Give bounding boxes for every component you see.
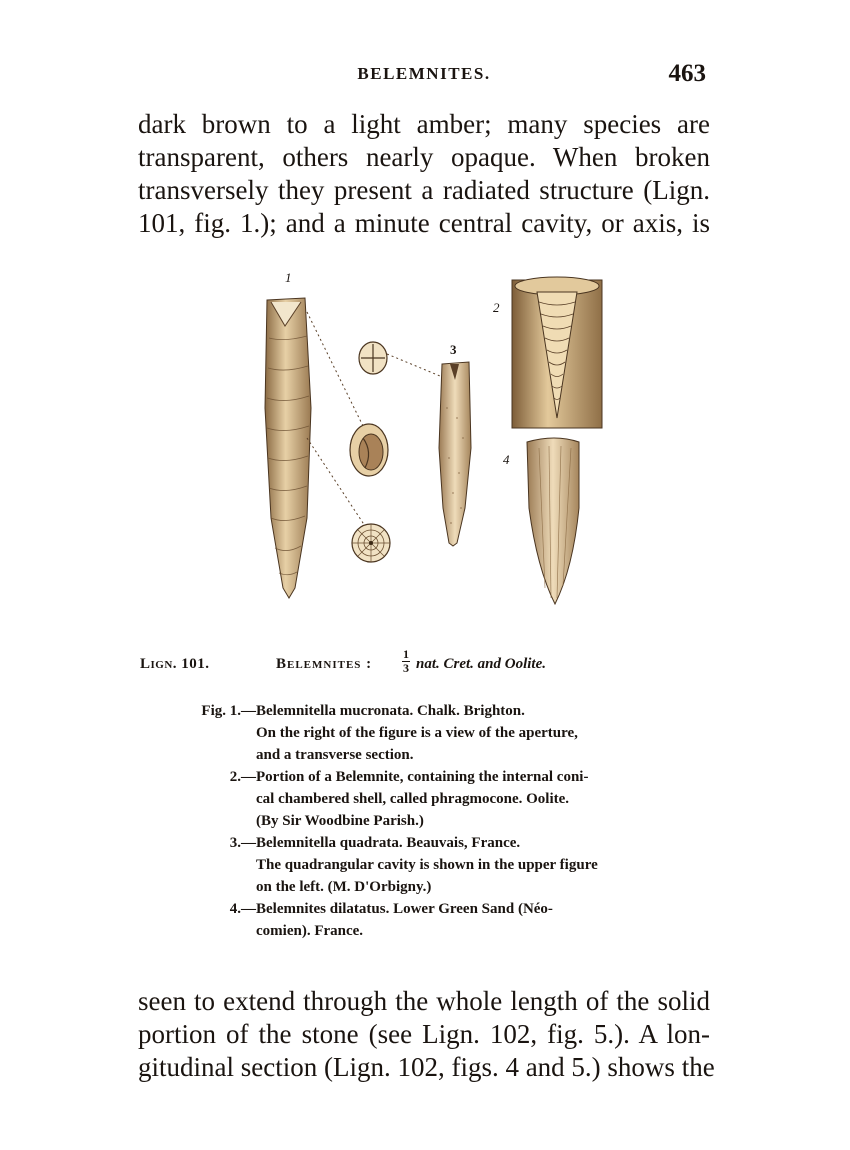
running-title: BELEMNITES. xyxy=(357,64,491,83)
figure-label-3: 3 xyxy=(450,342,457,357)
text-line: 101, fig. 1.); and a minute central cavity, or axis, is xyxy=(138,208,710,238)
text-line: transparent, others nearly opaque. When broken xyxy=(138,142,710,172)
legend-number: Fig. 1.— xyxy=(201,703,256,719)
bottom-paragraph xyxy=(138,985,715,1084)
text-line: transversely they present a radiated structure (Lign. xyxy=(138,175,710,205)
belemnite-fig-4 xyxy=(527,438,579,604)
legend-line: Belemnitella quadrata. Beauvais, France. xyxy=(256,835,521,851)
legend-number: 4.— xyxy=(229,901,256,917)
figure-label-1: 1 xyxy=(285,270,292,285)
legend-line: Portion of a Belemnite, containing the internal coni- xyxy=(256,769,589,785)
fraction-denominator: 3 xyxy=(403,661,409,675)
text-line: dark brown to a light amber; many species are xyxy=(138,109,710,139)
legend-line: cal chambered shell, called phragmocone. Oolite. xyxy=(256,791,570,807)
caption-belemnites: Belemnites : xyxy=(276,656,373,672)
text-line: portion of the stone (see Lign. 102, fig. 5.). A lon- xyxy=(138,1019,710,1049)
legend-entry-2 xyxy=(190,766,665,832)
legend-line: (By Sir Woodbine Parish.) xyxy=(256,813,424,829)
legend-entry-1 xyxy=(190,700,665,766)
legend-number: 2.— xyxy=(229,769,256,785)
text-line: seen to extend through the whole length of the solid xyxy=(138,986,710,1016)
legend-line: Belemnites dilatatus. Lower Green Sand (Néo- xyxy=(256,901,553,917)
caption-lign: Lign. 101. xyxy=(140,656,210,672)
transverse-section-top xyxy=(359,342,387,374)
legend-line: on the left. (M. D'Orbigny.) xyxy=(256,879,432,895)
figure-legend xyxy=(190,700,665,942)
figure-label-4: 4 xyxy=(503,452,510,467)
legend-line: The quadrangular cavity is shown in the upper figure xyxy=(256,857,598,873)
belemnite-fig-1 xyxy=(265,298,311,598)
belemnite-illustration xyxy=(245,268,605,616)
top-paragraph xyxy=(138,108,710,240)
page-number: 463 xyxy=(668,60,706,87)
legend-number: 3.— xyxy=(229,835,256,851)
legend-line: comien). France. xyxy=(256,923,364,939)
caption-fraction xyxy=(400,648,412,675)
text-line: gitudinal section (Lign. 102, figs. 4 and 5.) shows the xyxy=(138,1052,715,1082)
legend-line: and a transverse section. xyxy=(256,747,414,763)
legend-line: On the right of the figure is a view of the aperture, xyxy=(256,725,578,741)
belemnite-fig-3 xyxy=(439,362,471,546)
legend-line: Belemnitella mucronata. Chalk. Brighton. xyxy=(256,703,525,719)
caption-nat: nat. Cret. and Oolite. xyxy=(416,656,547,672)
running-head xyxy=(138,60,710,90)
phragmocone-fig-2 xyxy=(512,277,602,428)
figure-label-2: 2 xyxy=(493,300,500,315)
aperture-view xyxy=(350,424,388,476)
legend-entry-4 xyxy=(190,898,665,942)
radiated-section xyxy=(352,524,390,562)
legend-entry-3 xyxy=(190,832,665,898)
fraction-numerator: 1 xyxy=(403,647,409,661)
